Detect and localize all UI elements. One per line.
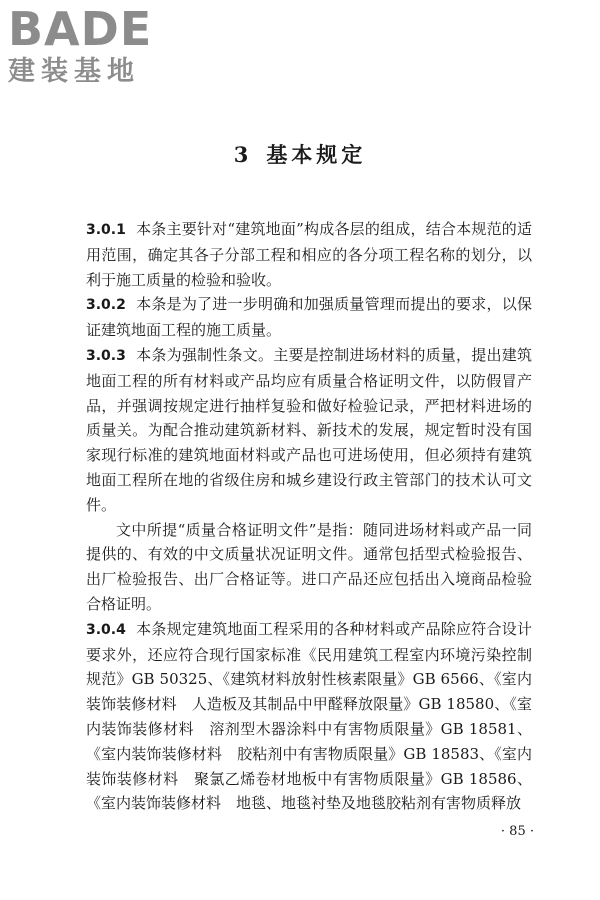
clause-number: 3.0.4: [86, 621, 126, 638]
page-number: · 85 ·: [500, 824, 534, 839]
clause-text: 本条主要针对“建筑地面”构成各层的组成，结合本规范的适用范围，确定其各子分部工程和相应的各分项工程名称的划分，以利于施工质量的检验和验收。: [86, 220, 532, 289]
clause-3-0-1: [86, 217, 532, 292]
logo-wordmark: BADE: [8, 2, 153, 56]
clause-3-0-2: [86, 292, 532, 343]
chapter-title-text: 基本规定: [266, 142, 367, 167]
clause-3-0-3-explanation: [86, 518, 532, 617]
clause-3-0-3: [86, 343, 532, 518]
clause-text: 本条为强制性条文。主要是控制进场材料的质量，提出建筑地面工程的所有材料或产品均应有质量合格证明文件，以防假冒产品，并强调按规定进行抽样复验和做好检验记录，严把材料进场的质量关。为配合推动建筑新材料、新技术的发展，规定暂时没有国家现行标准的建筑地面材料或产品也可进场使用，但必须持有建筑地面工程所在地的省级住房和城乡建设行政主管部门的技术认可文件。: [86, 345, 532, 514]
clause-text: 本条规定建筑地面工程采用的各种材料或产品除应符合设计要求外，还应符合现行国家标准《民用建筑工程室内环境污染控制规范》GB 50325、《建筑材料放射性核素限量》GB 6566、《室内装饰装修材料 人造板及其制品中甲醛释放限量》GB 18580、《室内装饰装修材料 溶剂型木器涂料中有害物质限量》GB 18581、《室内装饰装修材料 胶粘剂中有害物质限量》GB 18583、《室内装饰装修材料 聚氯乙烯卷材地板中有害物质限量》GB 18586、《室内装饰装修材料 地毯、地毯衬垫及地毯胶粘剂有害物质释放: [86, 619, 532, 813]
bade-logo: [8, 4, 178, 92]
logo-chinese-name: 建装基地: [8, 56, 140, 87]
paragraph-text: 文中所提“质量合格证明文件”是指：随同进场材料或产品一同提供的、有效的中文质量状况证明文件。通常包括型式检验报告、出厂检验报告、出厂合格证等。进口产品还应包括出入境商品检验合格证明。: [86, 520, 532, 613]
clause-number: 3.0.3: [86, 347, 126, 364]
clause-3-0-4: [86, 617, 532, 816]
clause-number: 3.0.1: [86, 222, 126, 238]
chapter-number: 3: [233, 142, 253, 167]
document-body: [86, 217, 532, 816]
clause-text: 本条是为了进一步明确和加强质量管理而提出的要求，以保证建筑地面工程的施工质量。: [86, 295, 532, 340]
clause-number: 3.0.2: [86, 297, 126, 314]
chapter-title: [0, 140, 600, 170]
